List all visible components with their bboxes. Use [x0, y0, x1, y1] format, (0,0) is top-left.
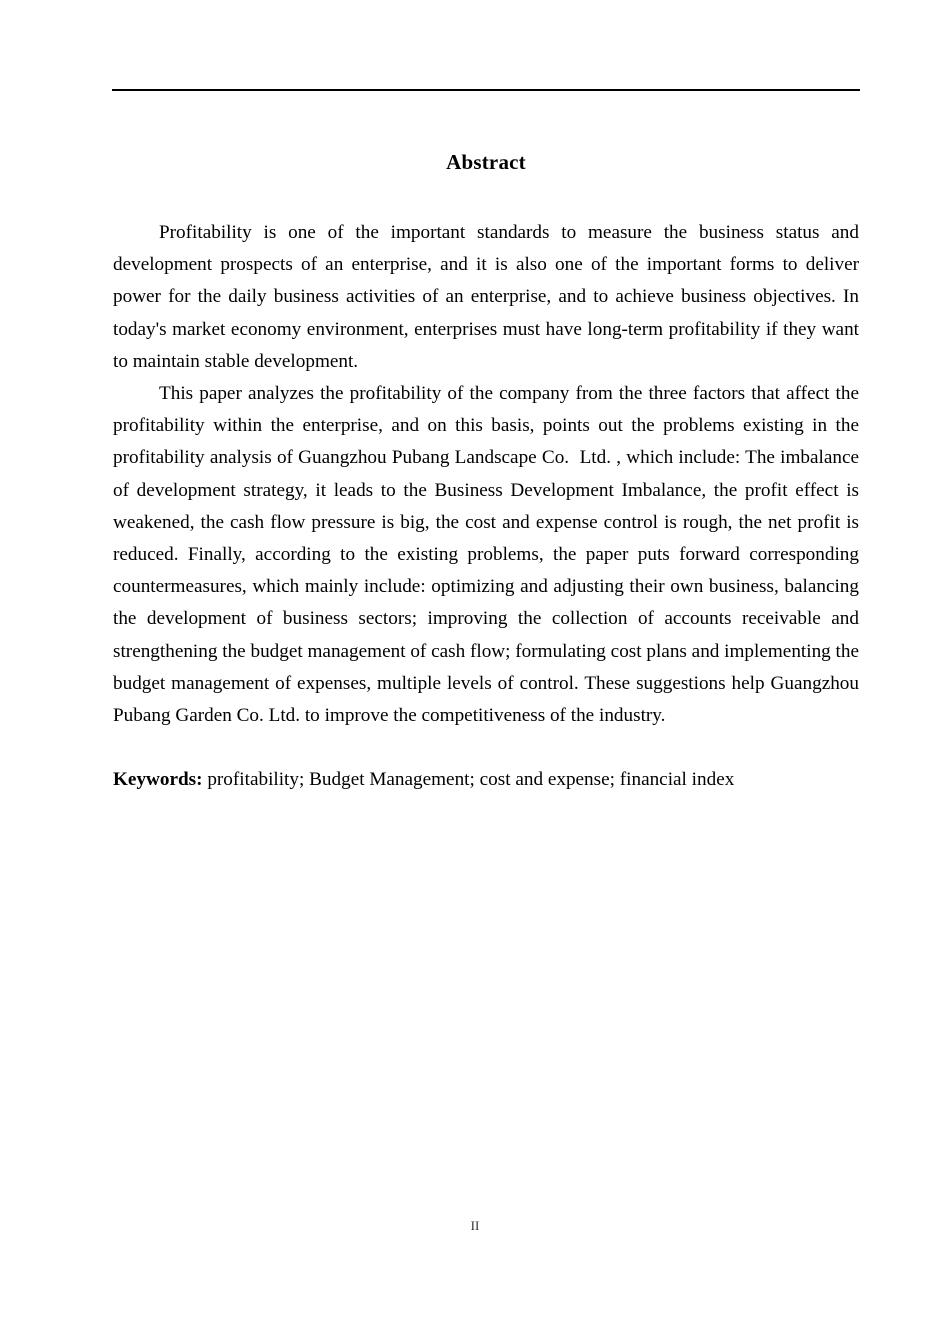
keywords-label: Keywords:	[113, 769, 203, 791]
page-content	[113, 150, 864, 796]
abstract-body	[113, 217, 864, 732]
header-rule	[112, 89, 860, 91]
keywords-line	[113, 764, 859, 796]
abstract-paragraph-2: This paper analyzes the profitability of the company from the three factors that affect the profitability within the enterprise, and on this basis, points out the problems existing in the profitability analysis of Guangzhou Pubang Landscape Co. Ltd. , which include: The imbalance of development strategy, it leads to the Business Development Imbalance, the profit effect is weakened, the cash flow pressure is big, the cost and expense control is rough, the net profit is reduced. Finally, according to the existing problems, the paper puts forward corresponding countermeasures, which mainly include: optimizing and adjusting their own business, balancing the development of business sectors; improving the collection of accounts receivable and strengthening the budget management of cash flow; formulating cost plans and implementing the budget management of expenses, multiple levels of control. These suggestions help Guangzhou Pubang Garden Co. Ltd. to improve the competitiveness of the industry.	[113, 383, 864, 727]
page-title: Abstract	[446, 150, 526, 174]
keywords-value: profitability; Budget Management; cost and expense; financial index	[202, 769, 735, 791]
abstract-paragraph-1: Profitability is one of the important standards to measure the business status and development prospects of an enterprise, and it is also one of the important forms to deliver power for the daily business activities of an enterprise, and to achieve business objectives. In today's market economy environment, enterprises must have long-term profitability if they want to maintain stable development.	[113, 222, 864, 372]
page-number: II	[470, 1218, 480, 1233]
